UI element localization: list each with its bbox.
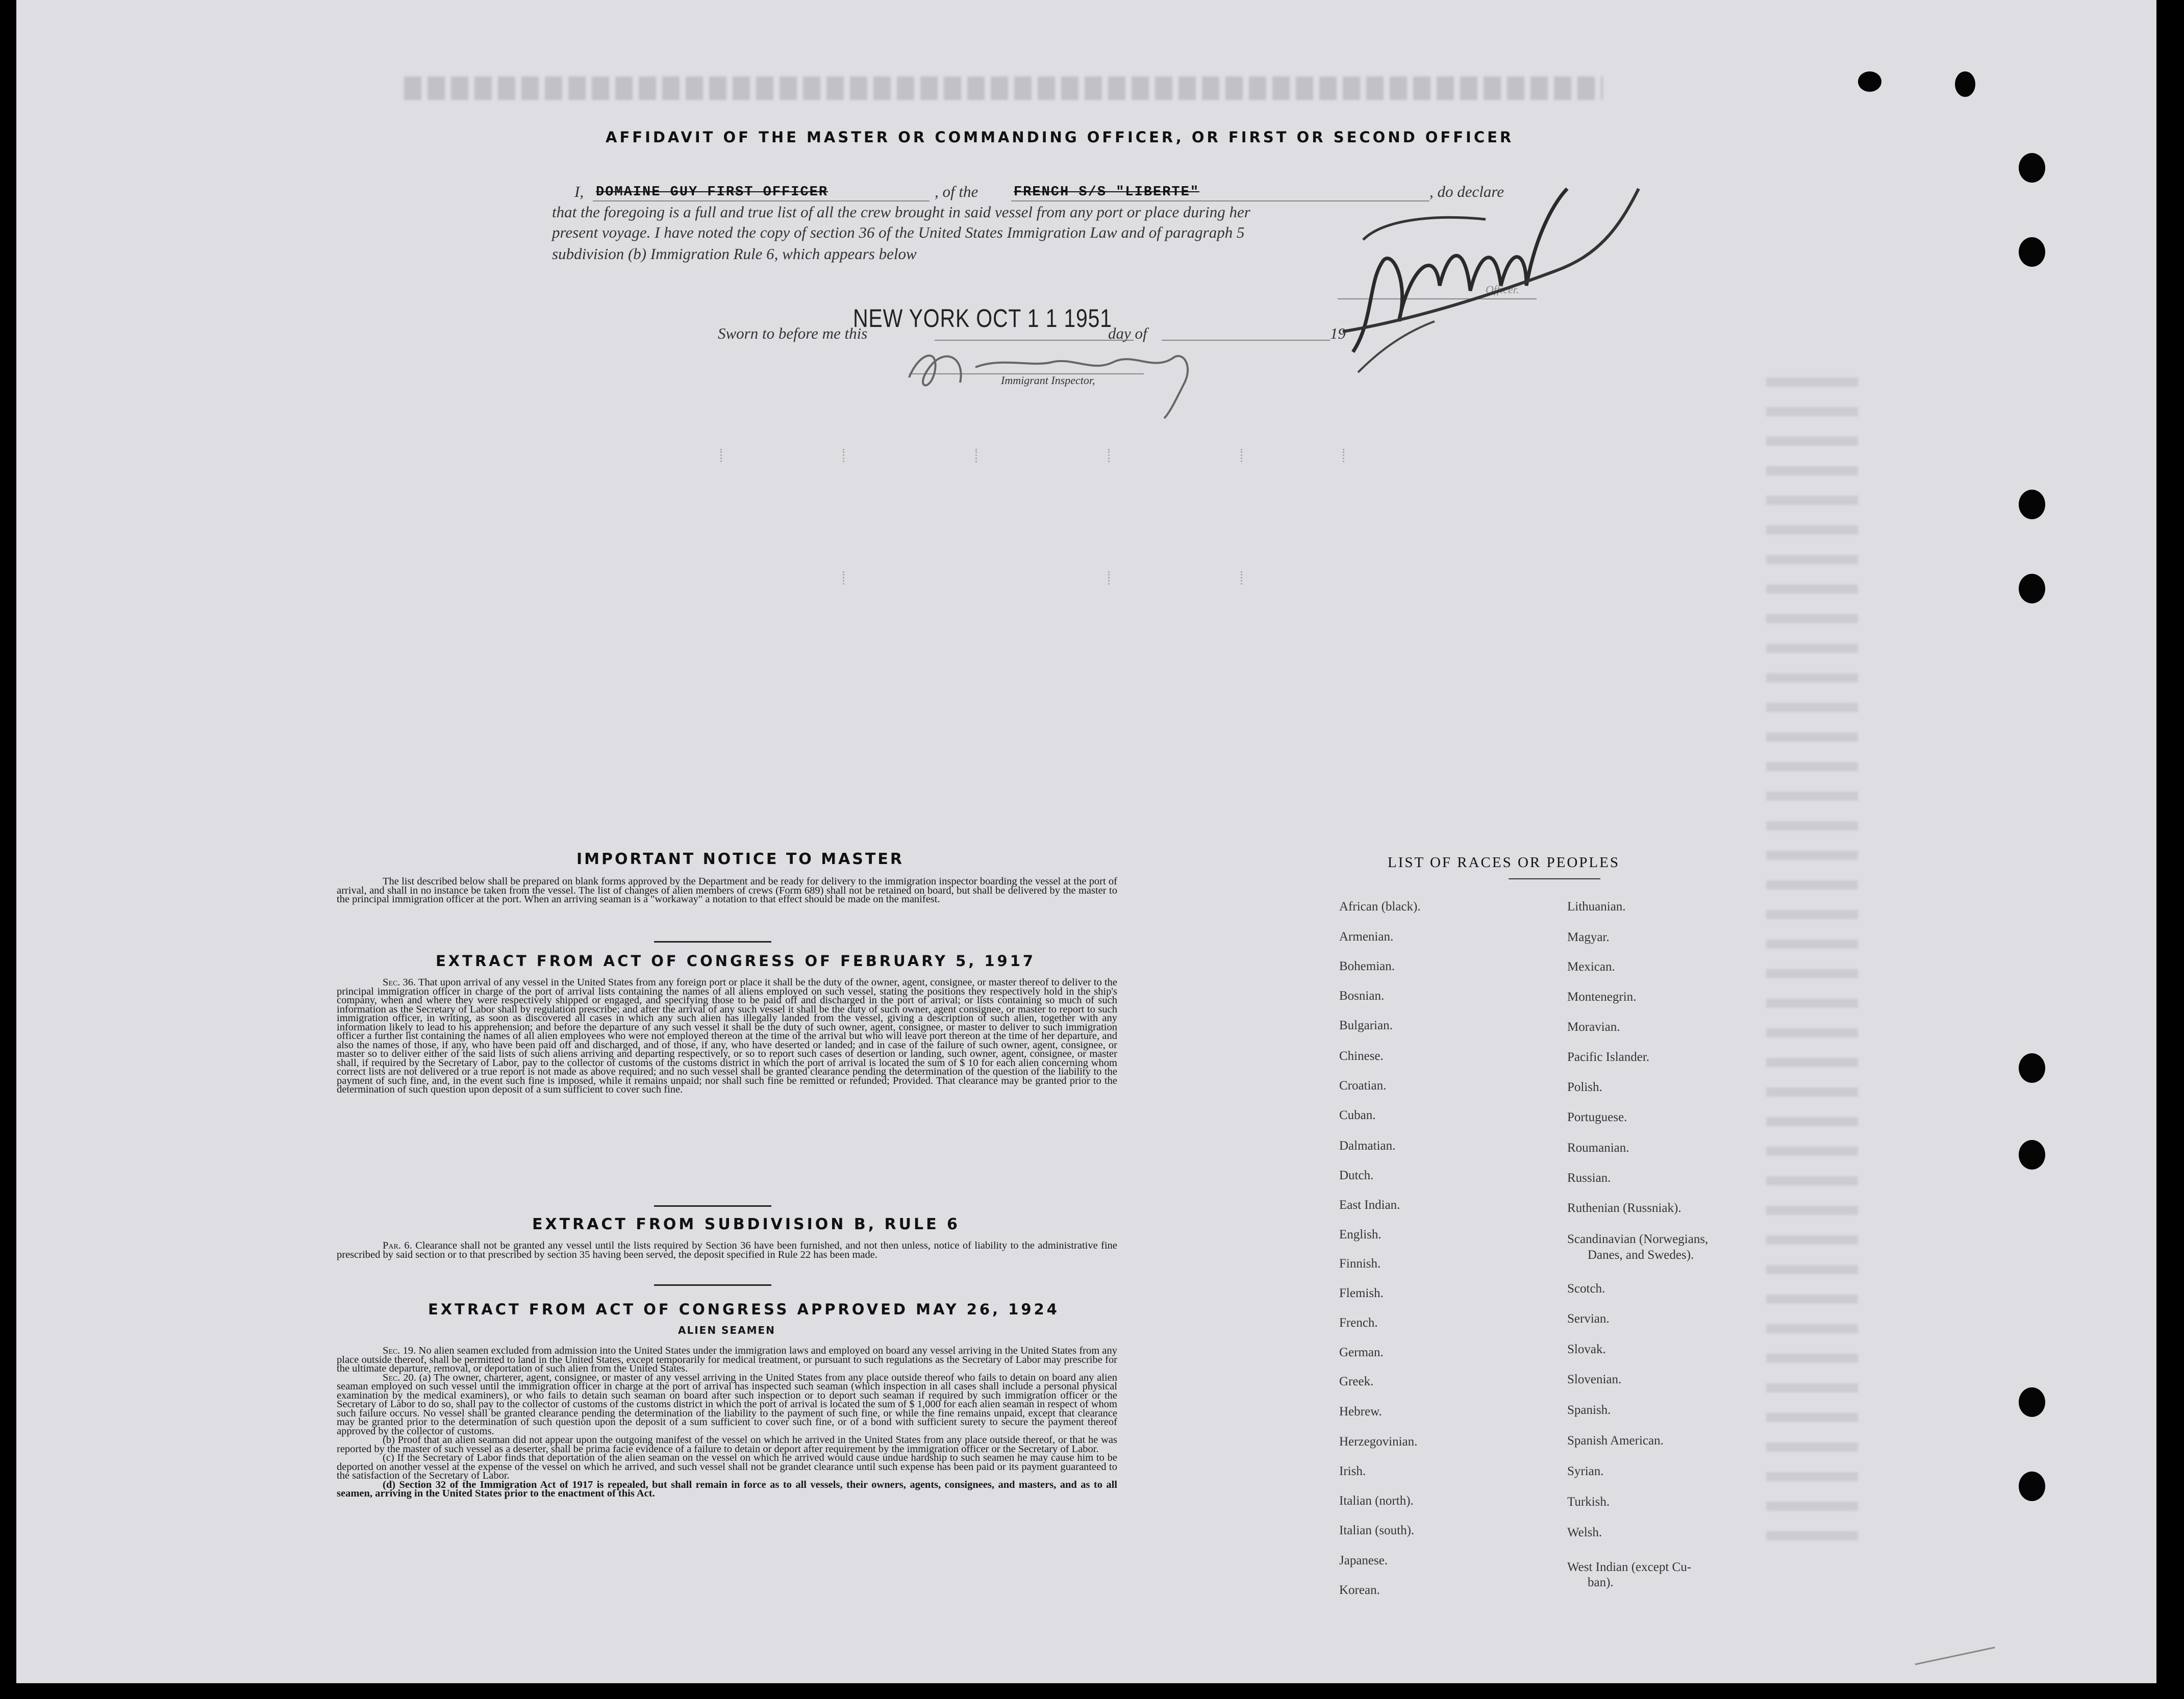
rule-6-text	[337, 1241, 1117, 1259]
punch-hole	[2019, 1053, 2045, 1083]
column-marker	[720, 449, 723, 462]
affidavit-title: AFFIDAVIT OF THE MASTER OR COMMANDING OFFICER, OR FIRST OR SECOND OFFICER	[606, 129, 1514, 146]
sec-20d-body: (d) Section 32 of the Immigration Act of 1917 is repealed, but shall remain in force as to all vessels, their owners, agents, consignees, and masters, and as to all seamen, arriving in the United States prior to the enactment of this Act.	[337, 1479, 1117, 1499]
handwritten-mark	[1915, 1646, 1995, 1665]
race-item-left: Armenian.	[1339, 930, 1394, 944]
extract-1917-divider	[654, 1205, 771, 1207]
sec-20a-body: (a) The owner, charterer, agent, consignee, or master of any vessel arriving in the United States from any place outside thereof who fails to detain on board any alien seaman employed on such vessel until the immigration officer in charge at the port of arrival has inspected such seaman (which inspection in all cases shall include a personal physical examination by the medical examiners), or who fails to detain such seaman on board after such inspection or to deport such seaman if required by such immigration officer or the Secretary of Labor to do so, shall pay to the collector of customs of the customs district in which the port of arrival is located the sum of $ 1,000 for each alien seaman in respect of whom such failure occurs. No vessel shall be granted clearance pending the determination of the liability to the payment of such fine, or while the fine remains unpaid, except that clearance may be granted prior to the determination of such question upon the deposit of a sum sufficient to cover such fine, or of a bond with sufficient surety to secure the payment thereof approved by the collector of customs.	[337, 1372, 1117, 1437]
race-item-right: Magyar.	[1567, 930, 1610, 944]
race-item-left: Flemish.	[1339, 1286, 1384, 1300]
punch-hole	[2019, 574, 2045, 603]
race-item-right: Turkish.	[1567, 1495, 1610, 1509]
race-item-right: Mexican.	[1567, 960, 1615, 974]
race-item-left: Korean.	[1339, 1583, 1380, 1597]
punch-hole	[2019, 1387, 2045, 1417]
inspector-signature	[899, 332, 1215, 423]
column-marker	[1108, 571, 1111, 585]
column-marker	[1343, 449, 1346, 462]
race-item-right: West Indian (except Cu-	[1567, 1560, 1692, 1574]
of-the-text: , of the	[935, 183, 978, 200]
race-item-left: Greek.	[1339, 1375, 1374, 1388]
race-item-left: English.	[1339, 1228, 1382, 1241]
notice-body: The list described below shall be prepared on blank forms approved by the Department and be ready for delivery to the immigration inspector boarding the vessel at the port of arrival, and shall in no instance be taken from the vessel. The list of changes of alien members of crews (Form 689) shall not be retained on board, but shall be delivered by the master to the principal immigration officer at the port. When an arriving seaman is a "workaway" a notation to that effect should be made on the manifest.	[337, 876, 1117, 905]
vessel-name: FRENCH S/S "LIBERTE"	[1014, 185, 1200, 200]
race-item-left: Italian (north).	[1339, 1494, 1414, 1508]
punch-hole	[2019, 1140, 2045, 1170]
race-item-left: Hebrew.	[1339, 1405, 1382, 1418]
race-item-right: Ruthenian (Russniak).	[1567, 1201, 1681, 1215]
do-declare-text: , do declare	[1429, 183, 1504, 200]
sec-19-label: Sec. 19.	[383, 1345, 416, 1356]
rule-6-divider	[654, 1284, 771, 1286]
notice-text	[337, 877, 1117, 904]
race-item-left: Chinese.	[1339, 1049, 1384, 1063]
affidavit-line-2: that the foregoing is a full and true list of all the crew brought in said vessel from any port or place during her	[552, 203, 1250, 221]
sec-20-label: Sec. 20.	[383, 1372, 416, 1383]
column-marker	[1241, 449, 1244, 462]
race-item-right: Lithuanian.	[1567, 900, 1626, 914]
race-item-left: Italian (south).	[1339, 1524, 1415, 1537]
column-marker	[843, 449, 846, 462]
race-item-right: Scotch.	[1567, 1282, 1605, 1296]
race-item-right: Portuguese.	[1567, 1110, 1627, 1124]
affidavit-line-4: subdivision (b) Immigration Rule 6, which appears below	[552, 245, 917, 263]
punch-hole	[2019, 490, 2045, 519]
extract-1924-title: EXTRACT FROM ACT OF CONGRESS APPROVED MAY 26, 1924	[428, 1301, 1060, 1318]
race-item-left: Finnish.	[1339, 1257, 1381, 1271]
race-item-right: Moravian.	[1567, 1020, 1620, 1034]
races-title-underline	[1509, 878, 1600, 879]
race-item-right: Pacific Islander.	[1567, 1050, 1650, 1064]
race-item-right: Slovak.	[1567, 1342, 1606, 1356]
punch-hole	[2019, 1472, 2045, 1501]
race-item-right: Spanish American.	[1567, 1434, 1664, 1448]
punch-hole	[1955, 71, 1975, 97]
column-marker	[1108, 449, 1111, 462]
race-item-right: Montenegrin.	[1567, 990, 1637, 1004]
par-6-label: Par. 6.	[383, 1240, 412, 1251]
punch-hole	[2019, 153, 2045, 183]
officer-label: Officer.	[1486, 283, 1519, 296]
day-of-text: day of	[1108, 324, 1147, 342]
notice-divider	[654, 941, 771, 943]
race-item-right: Danes, and Swedes).	[1588, 1248, 1694, 1262]
column-marker	[1241, 571, 1244, 585]
year-prefix: 19	[1330, 324, 1346, 342]
sec-36-label: Sec. 36.	[383, 977, 416, 988]
sec-20b-body: (b) Proof that an alien seaman did not appear upon the outgoing manifest of the vessel on which he arrived in the United States from any place outside thereof, or that he was reported by the master of such vessel as a deserter, shall be prima facie evidence of a failure to detain or deport after requirement by the immigration officer or the Secretary of Labor.	[337, 1434, 1117, 1455]
column-marker	[843, 571, 846, 585]
extract-1924-text	[337, 1347, 1117, 1499]
column-marker	[975, 449, 978, 462]
punch-hole	[1858, 71, 1881, 92]
document-page	[16, 0, 2156, 1683]
race-item-left: Cuban.	[1339, 1108, 1376, 1122]
sec-36-body: That upon arrival of any vessel in the United States from any foreign port or place it shall be the duty of the owner, agent, consignee, or master thereof to deliver to the principal immigration officer in charge of the port of arrival lists containing the names of all aliens employed on such vessel, stating the positions they respectively hold in the ship's company, when and where they were respectively shipped or engaged, and specifying those to be paid off and discharged in the port of arrival; or lists containing so much of such information as the Secretary of Labor shall by regulation prescribe; and after the arrival of any such vessel it shall be the duty of such owner, agent consignee, or master to report to such immigration officer, in writing, as soon as discovered all cases in which any such alien has illegally landed from the vessel, giving a description of such alien, together with any information likely to lead to his apprehension; and before the departure of any such vessel it shall be the duty of such owner, agent, consignee, or master to deliver to such immigration officer a further list containing the names of all alien employees who were not employed thereon at the time of the arrival but who will leave port thereon at the time of her departure, and also the names of those, if any, who have been paid off and discharged, and of those, if any, who have deserted or landed; and in case of the failure of such owner, agent, consignee, or master so to deliver either of the said lists of such aliens arriving and departing respectively, or so to report such cases of desertion or landing, such owner, agent, consignee, or master shall, if required by the Secretary of Labor, pay to the collector of customs of the customs district in which the port of arrival is located the sum of $ 10 for each alien concerning whom correct lists are not delivered or a true report is not made as above required; and no such vessel shall be granted clearance pending the determination of the question of the liability to the payment of such fine, and, in the event such fine is imposed, while it remains unpaid; nor shall such fine be remitted or refunded; Provided. That clearance may be granted prior to the determination of such question upon deposit of a sum sufficient to cover such fine.	[337, 977, 1117, 1095]
date-stamp: NEW YORK OCT 1 1 1951	[853, 304, 1112, 333]
race-item-left: Croatian.	[1339, 1079, 1387, 1093]
race-item-left: Bosnian.	[1339, 989, 1385, 1003]
race-item-right: Spanish.	[1567, 1403, 1611, 1417]
alien-seamen-subtitle: ALIEN SEAMEN	[678, 1324, 775, 1336]
race-item-right: Servian.	[1567, 1312, 1610, 1326]
bleed-through-column	[1766, 377, 1858, 1551]
race-item-right: Welsh.	[1567, 1526, 1602, 1539]
race-item-right: Syrian.	[1567, 1464, 1604, 1478]
extract-1917-title: EXTRACT FROM ACT OF CONGRESS OF FEBRUARY 5, 1917	[436, 952, 1036, 970]
race-item-left: Dalmatian.	[1339, 1139, 1396, 1153]
affidavit-line-3: present voyage. I have noted the copy of section 36 of the United States Immigration Law and of paragraph 5	[552, 223, 1245, 241]
notice-title: IMPORTANT NOTICE TO MASTER	[576, 850, 904, 868]
race-item-left: Bohemian.	[1339, 959, 1395, 973]
race-item-left: Dutch.	[1339, 1169, 1374, 1182]
race-item-right: ban).	[1588, 1576, 1614, 1589]
race-item-left: French.	[1339, 1316, 1378, 1330]
race-item-left: East Indian.	[1339, 1198, 1400, 1212]
officer-name: DOMAINE GUY FIRST OFFICER	[596, 185, 829, 200]
race-item-left: Japanese.	[1339, 1554, 1388, 1567]
rule-6-title: EXTRACT FROM SUBDIVISION B, RULE 6	[532, 1215, 960, 1233]
race-item-left: African (black).	[1339, 900, 1421, 914]
punch-hole	[2019, 237, 2045, 267]
race-item-left: Herzegovinian.	[1339, 1435, 1418, 1449]
officer-name-line	[593, 200, 930, 201]
extract-1917-text	[337, 978, 1117, 1095]
race-item-left: Bulgarian.	[1339, 1019, 1393, 1032]
race-item-right: Polish.	[1567, 1080, 1602, 1094]
races-title: LIST OF RACES OR PEOPLES	[1388, 854, 1620, 871]
par-6-body: Clearance shall not be granted any vessel until the lists required by Section 36 have been furnished, and not then unless, notice of liability to the administrative fine prescribed by said section or to that prescribed by section 35 having been served, the deposit specified in Rule 22 has been made.	[337, 1240, 1117, 1260]
race-item-right: Slovenian.	[1567, 1373, 1622, 1386]
race-item-right: Russian.	[1567, 1171, 1611, 1185]
inspector-label: Immigrant Inspector,	[1001, 374, 1095, 387]
sec-19-body: No alien seamen excluded from admission into the United States under the immigration laws and employed on board any vessel arriving in the United States from any place outside thereof, shall be permitted to land in the United States, except temporarily for medical treatment, or pursuant to such regulations as the Secretary of Labor may prescribe for the ultimate departure, removal, or deportation of such alien from the United States.	[337, 1345, 1118, 1374]
race-item-right: Roumanian.	[1567, 1141, 1629, 1155]
sworn-text: Sworn to before me this	[718, 324, 868, 342]
race-item-left: German.	[1339, 1346, 1384, 1359]
sec-20c-body: (c) If the Secretary of Labor finds that deportation of the alien seaman on the vessel on which he arrived would cause undue hardship to such seamen he may cause him to be deported on another vessel at the expense of the vessel on which he arrived, and such vessel shall not be grandet clearance until such expense has been paid or its payment guaranteed to the satisfaction of the Secretary of Labor.	[337, 1452, 1117, 1481]
bleed-through-header	[404, 77, 1603, 100]
race-item-right: Scandinavian (Norwegians,	[1567, 1232, 1709, 1246]
affidavit-i: I,	[574, 183, 584, 200]
officer-signature	[1333, 168, 1659, 383]
race-item-left: Irish.	[1339, 1464, 1366, 1478]
